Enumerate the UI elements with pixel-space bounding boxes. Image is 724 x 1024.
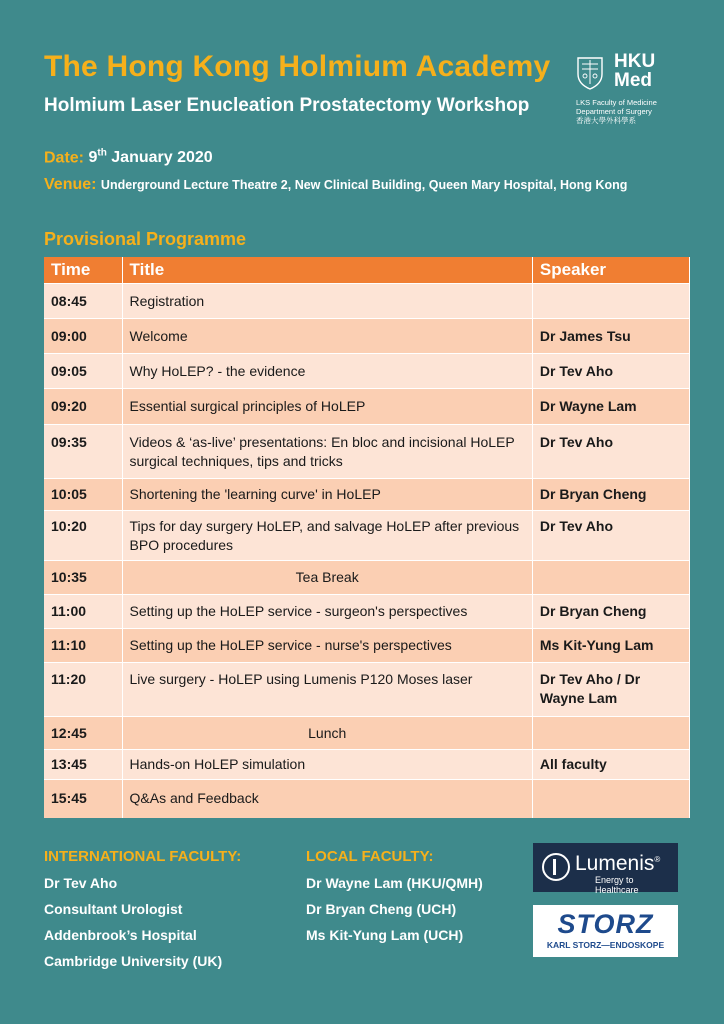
programme-heading: Provisional Programme (44, 229, 247, 249)
lumenis-logo (533, 843, 678, 895)
row-speaker (532, 780, 689, 818)
row-title: Essential surgical principles of HoLEP (122, 389, 532, 425)
lumenis-mark-icon (542, 853, 570, 881)
row-speaker: Dr Wayne Lam (532, 389, 689, 425)
row-time: 09:05 (44, 354, 122, 389)
department-name: Department of Surgery (576, 107, 652, 116)
venue-value: Underground Lecture Theatre 2, New Clinical Building, Queen Mary Hospital, Hong Kong (100, 178, 628, 192)
row-speaker: Dr Bryan Cheng (532, 479, 689, 511)
row-time: 11:10 (44, 629, 122, 663)
international-faculty-heading: INTERNATIONAL FACULTY: (44, 848, 242, 865)
faculty-line: Dr Tev Aho (44, 875, 118, 891)
row-time: 09:00 (44, 319, 122, 354)
table-row (44, 354, 690, 389)
table-row (44, 389, 690, 425)
row-speaker: Dr Tev Aho (532, 511, 689, 561)
event-subtitle: Holmium Laser Enucleation Prostatectomy Workshop (44, 95, 530, 116)
faculty-line: Dr Wayne Lam (HKU/QMH) (306, 875, 483, 891)
event-venue: Venue: Underground Lecture Theatre 2, New Clinical Building, Queen Mary Hospital, Hong Kong (44, 176, 628, 193)
storz-subline: KARL STORZ—ENDOSKOPE (546, 940, 665, 950)
row-title: Shortening the 'learning curve' in HoLEP (122, 479, 532, 511)
faculty-line: Consultant Urologist (44, 901, 183, 917)
row-time: 12:45 (44, 717, 122, 750)
row-speaker: Ms Kit-Yung Lam (532, 629, 689, 663)
row-time: 10:35 (44, 561, 122, 595)
row-title: Tea Break (122, 561, 532, 595)
row-time: 09:20 (44, 389, 122, 425)
faculty-line: Addenbrook’s Hospital (44, 927, 197, 943)
table-row (44, 750, 690, 780)
faculty-name: LKS Faculty of Medicine (576, 98, 657, 107)
row-title: Setting up the HoLEP service - nurse's perspectives (122, 629, 532, 663)
column-header-speaker: Speaker (532, 257, 689, 284)
row-title: Videos & ‘as-live’ presentations: En bloc and incisional HoLEP surgical techniques, tips and tricks (122, 425, 532, 479)
column-header-title: Title (122, 257, 532, 284)
lumenis-wordmark: Lumenis® (575, 852, 661, 875)
row-title: Tips for day surgery HoLEP, and salvage HoLEP after previous BPO procedures (122, 511, 532, 561)
table-row (44, 717, 690, 750)
faculty-line: Dr Bryan Cheng (UCH) (306, 901, 457, 917)
row-speaker: Dr Tev Aho (532, 425, 689, 479)
table-header-row (44, 257, 690, 284)
row-time: 10:20 (44, 511, 122, 561)
table-row (44, 629, 690, 663)
faculty-line: Ms Kit-Yung Lam (UCH) (306, 927, 464, 943)
event-title: The Hong Kong Holmium Academy (44, 50, 551, 83)
row-title: Setting up the HoLEP service - surgeon's perspectives (122, 595, 532, 629)
row-speaker (532, 561, 689, 595)
hku-wordmark: HKU Med (614, 51, 656, 91)
column-header-time: Time (44, 257, 122, 284)
table-row (44, 284, 690, 319)
row-speaker: Dr Tev Aho / Dr Wayne Lam (532, 663, 689, 717)
row-time: 09:35 (44, 425, 122, 479)
table-row (44, 663, 690, 717)
row-title: Hands-on HoLEP simulation (122, 750, 532, 780)
row-title: Q&As and Feedback (122, 780, 532, 818)
local-faculty-heading: LOCAL FACULTY: (306, 848, 434, 865)
table-row (44, 479, 690, 511)
row-title: Live surgery - HoLEP using Lumenis P120 Moses laser (122, 663, 532, 717)
programme-table (44, 257, 690, 818)
row-time: 10:05 (44, 479, 122, 511)
international-faculty-list (44, 870, 222, 974)
storz-wordmark: STORZ (557, 909, 654, 939)
row-speaker (532, 717, 689, 750)
lumenis-tagline: Energy to Healthcare (595, 875, 639, 895)
table-row (44, 561, 690, 595)
faculty-line: Cambridge University (UK) (44, 953, 223, 969)
event-date: Date: 9th January 2020 (44, 148, 213, 167)
row-title: Why HoLEP? - the evidence (122, 354, 532, 389)
table-row (44, 425, 690, 479)
row-speaker (532, 284, 689, 319)
department-chinese: 香港大學外科學系 (576, 116, 636, 125)
row-speaker: Dr Tev Aho (532, 354, 689, 389)
row-time: 11:00 (44, 595, 122, 629)
row-title: Welcome (122, 319, 532, 354)
row-speaker: All faculty (532, 750, 689, 780)
row-time: 11:20 (44, 663, 122, 717)
row-time: 15:45 (44, 780, 122, 818)
row-speaker: Dr James Tsu (532, 319, 689, 354)
karl-storz-logo (533, 905, 678, 957)
row-speaker: Dr Bryan Cheng (532, 595, 689, 629)
row-title: Lunch (122, 717, 532, 750)
row-time: 13:45 (44, 750, 122, 780)
local-faculty-list (306, 870, 483, 948)
table-row (44, 780, 690, 818)
hku-crest-icon (576, 56, 604, 90)
row-title: Registration (122, 284, 532, 319)
row-time: 08:45 (44, 284, 122, 319)
table-row (44, 319, 690, 354)
table-row (44, 511, 690, 561)
hku-med-logo (576, 52, 676, 124)
table-row (44, 595, 690, 629)
